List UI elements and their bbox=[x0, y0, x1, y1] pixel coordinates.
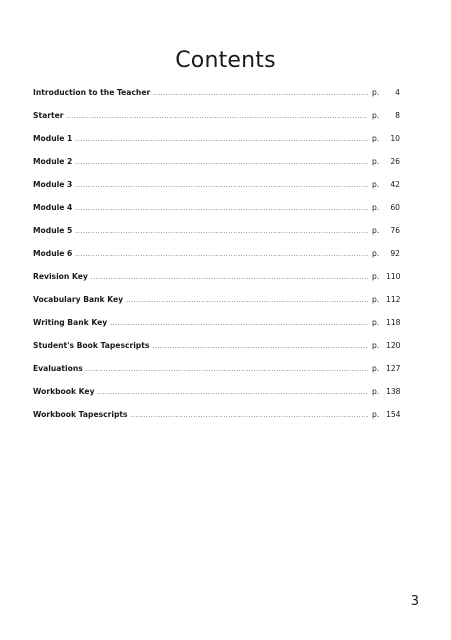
toc-entry-page: 138 bbox=[386, 387, 401, 396]
toc-entry-label: Revision Key bbox=[33, 272, 88, 281]
toc-entry-module-4[interactable] bbox=[33, 203, 400, 226]
page-prefix: p. bbox=[372, 295, 380, 304]
toc-entry-label: Module 4 bbox=[33, 203, 73, 212]
page-prefix: p. bbox=[372, 272, 380, 281]
dot-leader bbox=[75, 228, 368, 235]
toc-entry-introduction[interactable] bbox=[33, 88, 400, 111]
toc-entry-workbook-key[interactable] bbox=[33, 387, 400, 410]
dot-leader bbox=[75, 136, 368, 143]
toc-entry-label: Vocabulary Bank Key bbox=[33, 295, 124, 304]
page-prefix: p. bbox=[372, 157, 380, 166]
dot-leader bbox=[153, 90, 368, 97]
toc-entry-label: Workbook Key bbox=[33, 387, 95, 396]
dot-leader bbox=[91, 274, 368, 281]
dot-leader bbox=[86, 366, 368, 373]
toc-entry-label: Module 2 bbox=[33, 157, 73, 166]
toc-entry-module-6[interactable] bbox=[33, 249, 400, 272]
toc-entry-label: Student's Book Tapescripts bbox=[33, 341, 150, 350]
dot-leader bbox=[126, 297, 368, 304]
toc-entry-page: 60 bbox=[390, 203, 400, 212]
toc-entry-writing-bank-key[interactable] bbox=[33, 318, 400, 341]
page-prefix: p. bbox=[372, 387, 380, 396]
page-prefix: p. bbox=[372, 249, 380, 258]
dot-leader bbox=[67, 113, 369, 120]
toc-entry-page: 92 bbox=[390, 249, 400, 258]
toc-entry-page: 154 bbox=[386, 410, 401, 419]
page-prefix: p. bbox=[372, 134, 380, 143]
toc-entry-label: Module 1 bbox=[33, 134, 73, 143]
toc-entry-revision-key[interactable] bbox=[33, 272, 400, 295]
toc-entry-module-5[interactable] bbox=[33, 226, 400, 249]
page-prefix: p. bbox=[372, 341, 380, 350]
toc-entry-page: 76 bbox=[390, 226, 400, 235]
dot-leader bbox=[110, 320, 368, 327]
dot-leader bbox=[75, 205, 368, 212]
toc-entry-label: Introduction to the Teacher bbox=[33, 88, 151, 97]
toc-entry-workbook-tapescripts[interactable] bbox=[33, 410, 400, 433]
dot-leader bbox=[75, 251, 368, 258]
toc-entry-page: 4 bbox=[395, 88, 400, 97]
page-prefix: p. bbox=[372, 88, 380, 97]
toc-entry-label: Module 5 bbox=[33, 226, 73, 235]
toc-entry-page: 110 bbox=[386, 272, 401, 281]
page-prefix: p. bbox=[372, 364, 380, 373]
toc-entry-starter[interactable] bbox=[33, 111, 400, 134]
dot-leader bbox=[75, 182, 368, 189]
page-prefix: p. bbox=[372, 318, 380, 327]
dot-leader bbox=[75, 159, 368, 166]
toc-entry-evaluations[interactable] bbox=[33, 364, 400, 387]
toc-entry-label: Starter bbox=[33, 111, 64, 120]
page-number: 3 bbox=[410, 594, 419, 609]
toc-entry-page: 10 bbox=[390, 134, 400, 143]
page-prefix: p. bbox=[372, 180, 380, 189]
toc-entry-page: 42 bbox=[390, 180, 400, 189]
dot-leader bbox=[131, 412, 368, 419]
page-prefix: p. bbox=[372, 410, 380, 419]
toc-entry-page: 112 bbox=[386, 295, 401, 304]
toc-entry-page: 8 bbox=[395, 111, 400, 120]
toc-entry-module-3[interactable] bbox=[33, 180, 400, 203]
toc-entry-page: 127 bbox=[386, 364, 401, 373]
page-title: Contents bbox=[175, 48, 276, 73]
dot-leader bbox=[152, 343, 368, 350]
toc-entry-label: Workbook Tapescripts bbox=[33, 410, 128, 419]
toc-entry-label: Module 3 bbox=[33, 180, 73, 189]
toc-entry-page: 120 bbox=[386, 341, 401, 350]
toc-entry-page: 118 bbox=[386, 318, 401, 327]
toc-entry-page: 26 bbox=[390, 157, 400, 166]
page-prefix: p. bbox=[372, 111, 380, 120]
toc-entry-students-book-tapescripts[interactable] bbox=[33, 341, 400, 364]
toc-entry-label: Module 6 bbox=[33, 249, 73, 258]
dot-leader bbox=[98, 389, 368, 396]
toc-entry-label: Writing Bank Key bbox=[33, 318, 108, 327]
page-prefix: p. bbox=[372, 203, 380, 212]
toc-entry-module-1[interactable] bbox=[33, 134, 400, 157]
toc-entry-module-2[interactable] bbox=[33, 157, 400, 180]
toc-entry-vocabulary-bank-key[interactable] bbox=[33, 295, 400, 318]
toc-entry-label: Evaluations bbox=[33, 364, 83, 373]
table-of-contents bbox=[33, 88, 400, 433]
page-prefix: p. bbox=[372, 226, 380, 235]
